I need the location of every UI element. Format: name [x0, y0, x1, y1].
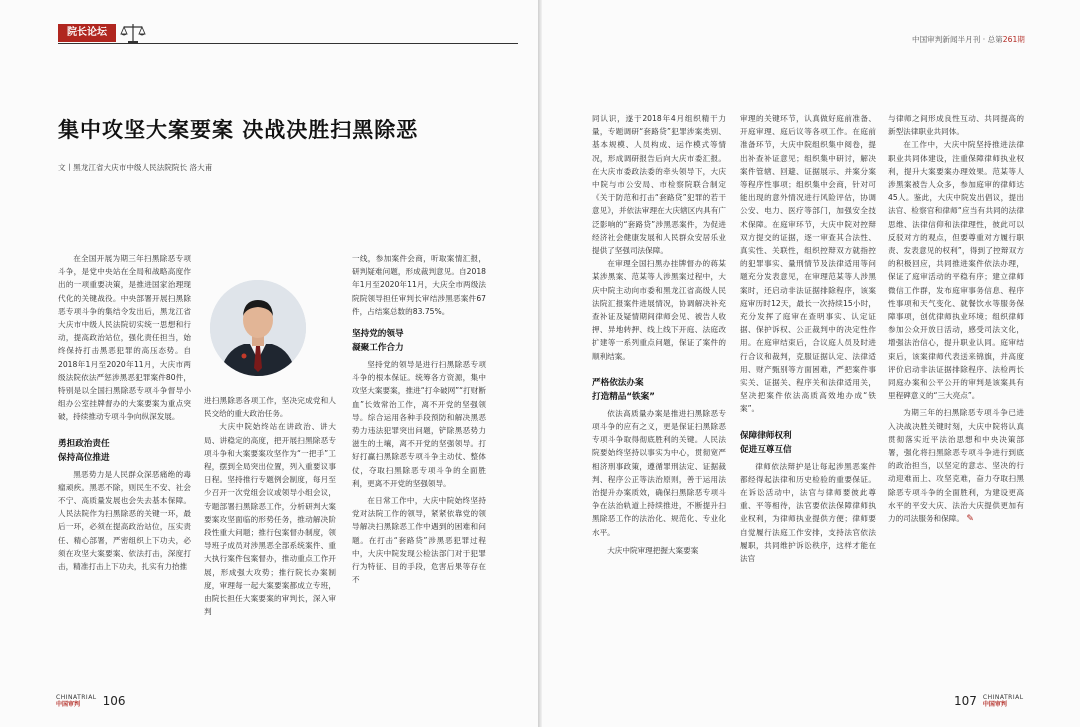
article-title: 集中攻坚大案要案 决战决胜扫黑除恶 [58, 118, 419, 142]
section-tag [58, 22, 148, 44]
header-rule [58, 43, 518, 44]
author-portrait [210, 280, 306, 376]
right-column-3 [888, 112, 1024, 687]
paragraph: 在日常工作中，大庆中院始终坚持党对法院工作的领导，紧紧依靠党的领导解决扫黑除恶工作中遇到的困难和问题。在打击“套路贷”涉黑恶犯罪过程中，大庆中院发现公检法部门对于犯罪行为特征、目的手段，危害后果等存在不 [352, 496, 486, 585]
section-subheading: 保持高位推进 [58, 452, 110, 463]
section-heading: 坚持党的领导 [352, 329, 404, 340]
running-head [912, 34, 1025, 45]
paragraph [888, 406, 1024, 526]
paragraph: 同认识，遂于2018年4月组织精干力量，专题调研“套路贷”犯罪涉案类别、基本规模、人员构成、运作模式等情况，形成调研报告后向大庆市委汇报。在大庆市委政法委的牵头领导下，大庆中院与市公安局、市检察院联合制定《关于防范和打击“套路贷”犯罪的若干意见》，并依法审理在大庆辖区内具有广泛影响的“套路贷”涉黑恶案件，为促进经济社会健康发展和人民群众安居乐业提供了坚强司法保障。 [592, 114, 726, 256]
paragraph: 大庆中院审理把握大案要案 [607, 545, 699, 555]
left-column-1 [58, 252, 191, 692]
magazine-logo [983, 694, 1024, 708]
magazine-name-cn: 中国审判 [982, 701, 1007, 708]
section-subheading: 促进互尊互信 [740, 444, 792, 455]
scales-of-justice-icon [120, 22, 146, 44]
paragraph: 在全国开展为期三年扫黑除恶专项斗争，是党中央站在全局和战略高度作出的一项重要决策，是推进国家治理现代化的关键战役。中央部署开展扫黑除恶专项斗争的集结令发出后，黑龙江省大庆市中级人民法院切实统一思想和行动，提高政治站位，强化责任担当，始终保持打击黑恶犯罪的高压态势。自2018年1月至2020年11月，大庆市两级法院依法严惩涉黑恶犯罪案件80件，特别是以全国扫黑除恶专项斗争督导小组办公室挂牌督办的大案要案为重点突破，持续推动专项斗争向纵深发展。 [58, 254, 191, 422]
author-byline: 文丨黑龙江省大庆市中级人民法院院长 洛大甫 [58, 163, 213, 172]
paragraph: 进扫黑除恶各项工作，坚决完成党和人民交给的重大政治任务。 [204, 396, 336, 419]
paragraph: 依法高质量办案是推进扫黑除恶专项斗争的应有之义，更是保证扫黑除恶专项斗争取得彻底胜利的关键。人民法院要始终坚持以事实为中心，贯彻宽严相济刑事政策，遵循罪刑法定、证据裁判、程序公正等法治原则，善于运用法治提升办案质效，确保扫黑除恶专项斗争在法治轨道上持续推进，不断提升扫黑除恶工作的法治化、规范化、专业化水平。 [592, 408, 726, 537]
right-column-1 [592, 112, 726, 687]
magazine-name-cn: 中国审判 [56, 701, 81, 708]
left-column-3 [352, 252, 486, 692]
magazine-name-en: CHINATRIAL [56, 694, 97, 701]
section-subheading: 打造精品“铁案” [592, 391, 655, 402]
paragraph: 一线，参加案件会商，听取案情汇报，研判疑难问题，形成裁判意见。自2018年1月至2020年11月，大庆全市两级法院院领导担任审判长审结涉黑恶案件67件，占结案总数的83.75%。 [352, 254, 486, 316]
paragraph: 与律师之间形成良性互动、共同提高的新型法律职业共同体。 [888, 114, 1024, 137]
right-page [542, 0, 1080, 727]
section-heading: 勇担政治责任 [58, 438, 110, 449]
right-column-2 [740, 112, 876, 687]
running-head-text: 中国审判新闻半月刊 · 总第 [912, 35, 1003, 44]
end-mark-icon: ✎ [966, 514, 974, 525]
page-number: 106 [102, 694, 126, 708]
section-heading: 严格依法办案 [592, 377, 644, 388]
paragraph: 黑恶势力是人民群众深恶痛绝的毒瘤顽疾。黑恶不除，则民生不安、社会不宁、高质量发展也会失去基本保障。人民法院作为扫黑除恶的关键一环，最后一环，必须在提高政治站位，压实责任、精心部署，严密组织上下功夫，必须在攻坚大案要案、依法打击，深度打击，精准打击上下功夫，扎实有力抬推 [58, 469, 191, 572]
closing-paragraph: 为期三年的扫黑除恶专项斗争已进入决战决胜关键时刻，大庆中院将认真贯彻落实近平法治思想和中央决策部署，强化将扫黑除恶专项斗争进行到底的政治担当，以坚定的意志、坚决的行动迎难而上、攻坚克难，奋力夺取扫黑除恶专项斗争的全面胜利，为建设更高水平的平安大庆、法治大庆提供更加有力的司法服务和保障。 [888, 408, 1024, 524]
portrait-illustration [210, 280, 306, 376]
magazine-logo [56, 694, 97, 708]
paragraph: 审理的关键环节，认真做好庭前准备、开庭审理、庭后议等各项工作。在庭前准备环节，大庆中院组织集中阅卷，提出补查补证意见；组织集中研讨，解决案件管辖、回避、证据展示、并案分案等程序性事项；组织集中会商，针对可能出现的意外情况进行风险评估，协调公安、电力、医疗等部门，加强安全技术保障。在庭审环节，大庆中院对控辩双方提交的证据，逐一审查其合法性、真实性、关联性，组织控辩双方就指控的犯罪事实、量刑情节及法律适用等问题充分发表意见，在审理范某等人涉黑案时，还启动非法证据排除程序，该案庭审历时12天，最长一次持续15小时，充分发挥了庭审在查明事实、认定证据、保护诉权、公正裁判中的决定性作用。在庭审结束后，合议庭人员及时进行合议和裁判，克服证据认定、法律适用、财产甄别等方面困难，严把案件事实关、证据关、程序关和法律适用关，坚决把案件依法高质高效地办成“铁案”。 [740, 114, 876, 414]
magazine-name-en: CHINATRIAL [982, 694, 1024, 701]
section-subheading: 凝聚工作合力 [352, 343, 404, 354]
paragraph: 在审理全国扫黑办挂牌督办的蒋某某涉黑案、范某等人涉黑案过程中，大庆中院主动向市委和黑龙江省高级人民法院汇报案件进展情况，协调解决补充查补证及疑情期间律师会见、被告人收押、异地转押、线上线下开庭、法庭改扩建等一系列重点问题，保证了案件的顺利结案。 [592, 259, 726, 361]
paragraph: 律师依法辩护是让每起涉黑恶案件都经得起法律和历史检验的重要保证。在诉讼活动中，法官与律师要彼此尊重、平等相待，法官要依法保障律师执业权利，为律师执业提供方便；律师要自觉履行法庭工作安排，支持法官依法履职，共同维护诉讼秩序，这样才能在法官 [740, 461, 876, 564]
left-page [0, 0, 538, 727]
paragraph: 坚持党的领导是进行扫黑除恶专项斗争的根本保证。统筹各方资源，集中攻坚大案要案，推进“打伞破网”“打财断血”长效常治工作，离不开党的坚强领导。综合运用各种手段预防和解决黑恶势力违法犯罪突出问题，铲除黑恶势力滋生的土壤，离不开党的坚强领导。打好打赢扫黑除恶专项斗争主动仗、整体仗，夺取扫黑除恶专项斗争的全面胜利，更离不开党的坚强领导。 [352, 360, 486, 488]
page-number: 107 [954, 694, 977, 708]
section-tag-label: 院长论坛 [58, 24, 116, 42]
right-footer [948, 694, 1024, 708]
section-heading: 保障律师权利 [740, 430, 792, 441]
paragraph: 在工作中，大庆中院坚持推进法律职业共同体建设，注重保障律师执业权利，提升大案要案办理效果。范某等人涉黑案被告人众多，参加庭审的律师达45人。鉴此，大庆中院发出倡议，提出法官、检察官和律师“应当有共同的法律思维、法律信仰和法律理性，彼此可以反驳对方的观点，但要尊重对方履行职责、发表意见的权利”，得到了控辩双方的积极回应，共同推进案件依法办理，保证了庭审活动的平稳有序；建立律师微信工作群，发布庭审事务信息、程序性事项和天气变化、就餐饮水等服务保障事项，创优律师执业环境；组织律师参加公众开放日活动，感受司法文化，增强法治信心，提升职业认同。庭审结束后，该案律师代表送来锦旗，并高度评价启动非法证据排除程序、法检两长同庭办案和公平公开的审判是该案具有里程碑意义的“三大亮点”。 [888, 140, 1024, 401]
left-footer [56, 694, 132, 708]
paragraph: 大庆中院始终站在讲政治、讲大局、讲稳定的高度，把开展扫黑除恶专项斗争和大案要案攻坚作为“一把手”工程，摆到全局突出位置，列入重要议事日程。坚持推行专题例会制度，每月至少召开一次党组会议或领导小组会议，专题部署扫黑除恶工作，分析研判大案要案攻坚面临的形势任务，推动解决阶段性重大问题；推行包案督办制度，领导班子成员对涉黑恶全部系统案件、重大执行案件包案督办，推动重点工作开展，形成强大攻势；推行院长办案制度，审理每一起大案要案都成立专班，由院长担任大案要案的审判长，深入审判 [204, 422, 336, 617]
issue-number: 261期 [1002, 35, 1025, 44]
left-column-2 [204, 394, 336, 694]
